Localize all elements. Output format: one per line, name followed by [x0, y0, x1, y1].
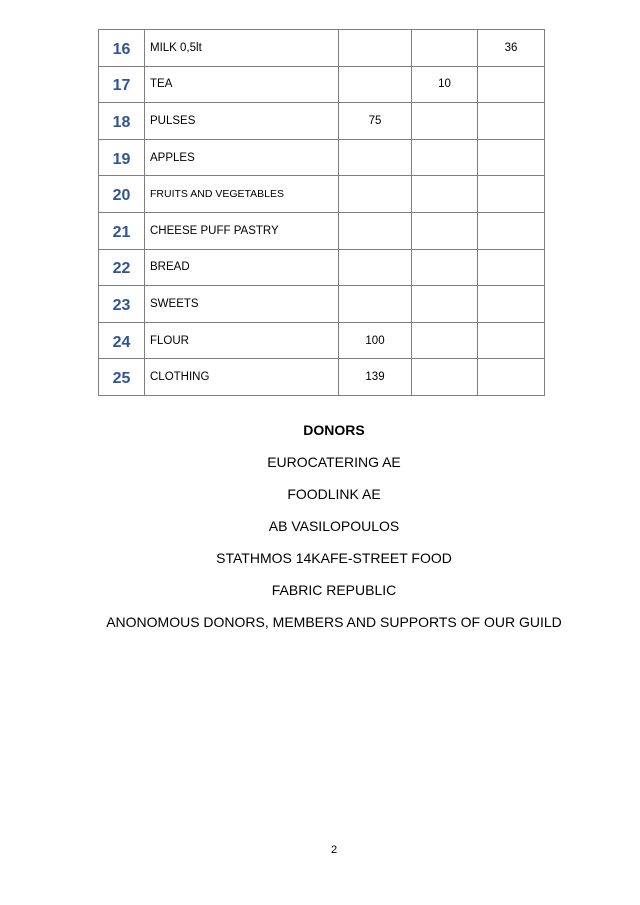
row-number: 22 — [99, 249, 145, 286]
value-cell-b — [412, 212, 478, 249]
value-cell-a — [339, 176, 412, 213]
value-cell-a — [339, 66, 412, 103]
donors-section — [0, 420, 640, 644]
value-cell-b — [412, 286, 478, 323]
item-name: APPLES — [145, 139, 339, 176]
donor-name: FABRIC REPUBLIC — [271, 582, 397, 598]
table-row — [99, 249, 545, 286]
donor-name: AB VASILOPOULOS — [268, 518, 400, 534]
value-cell-c — [478, 212, 545, 249]
item-name: TEA — [145, 66, 339, 103]
value-cell-a — [339, 139, 412, 176]
page-number: 2 — [330, 844, 338, 856]
value-cell-a: 75 — [339, 103, 412, 140]
table-row — [99, 103, 545, 140]
table-row — [99, 176, 545, 213]
value-cell-c — [478, 286, 545, 323]
item-name: BREAD — [145, 249, 339, 286]
donors-heading: DONORS — [303, 422, 365, 438]
value-cell-c — [478, 359, 545, 396]
table-row — [99, 322, 545, 359]
value-cell-b — [412, 30, 478, 67]
table-row — [99, 212, 545, 249]
value-cell-c: 36 — [478, 30, 545, 67]
value-cell-b — [412, 359, 478, 396]
table-row — [99, 139, 545, 176]
item-name: SWEETS — [145, 286, 339, 323]
value-cell-b — [412, 249, 478, 286]
row-number: 19 — [99, 139, 145, 176]
value-cell-b — [412, 176, 478, 213]
table-row — [99, 66, 545, 103]
row-number: 18 — [99, 103, 145, 140]
value-cell-b: 10 — [412, 66, 478, 103]
row-number: 20 — [99, 176, 145, 213]
donor-name: FOODLINK AE — [287, 486, 381, 502]
value-cell-b — [412, 139, 478, 176]
value-cell-c — [478, 66, 545, 103]
value-cell-a — [339, 286, 412, 323]
row-number: 23 — [99, 286, 145, 323]
row-number: 16 — [99, 30, 145, 67]
item-name: PULSES — [145, 103, 339, 140]
row-number: 24 — [99, 322, 145, 359]
value-cell-a: 100 — [339, 322, 412, 359]
value-cell-c — [478, 249, 545, 286]
item-name: MILK 0,5lt — [145, 30, 339, 67]
value-cell-a — [339, 30, 412, 67]
value-cell-a — [339, 212, 412, 249]
donor-name: ANONOMOUS DONORS, MEMBERS AND SUPPORTS OF OUR GUILD — [106, 614, 562, 630]
value-cell-c — [478, 322, 545, 359]
value-cell-c — [478, 139, 545, 176]
table-row — [99, 286, 545, 323]
item-name: FRUITS AND VEGETABLES — [145, 176, 339, 213]
donor-name: EUROCATERING AE — [267, 454, 401, 470]
value-cell-b — [412, 322, 478, 359]
row-number: 21 — [99, 212, 145, 249]
value-cell-b — [412, 103, 478, 140]
table-row — [99, 30, 545, 67]
item-name: CHEESE PUFF PASTRY — [145, 212, 339, 249]
value-cell-c — [478, 176, 545, 213]
value-cell-a — [339, 249, 412, 286]
items-table — [98, 29, 545, 396]
item-name: FLOUR — [145, 322, 339, 359]
value-cell-a: 139 — [339, 359, 412, 396]
value-cell-c — [478, 103, 545, 140]
donor-name: STATHMOS 14KAFE-STREET FOOD — [216, 550, 452, 566]
row-number: 17 — [99, 66, 145, 103]
row-number: 25 — [99, 359, 145, 396]
item-name: CLOTHING — [145, 359, 339, 396]
table-row — [99, 359, 545, 396]
